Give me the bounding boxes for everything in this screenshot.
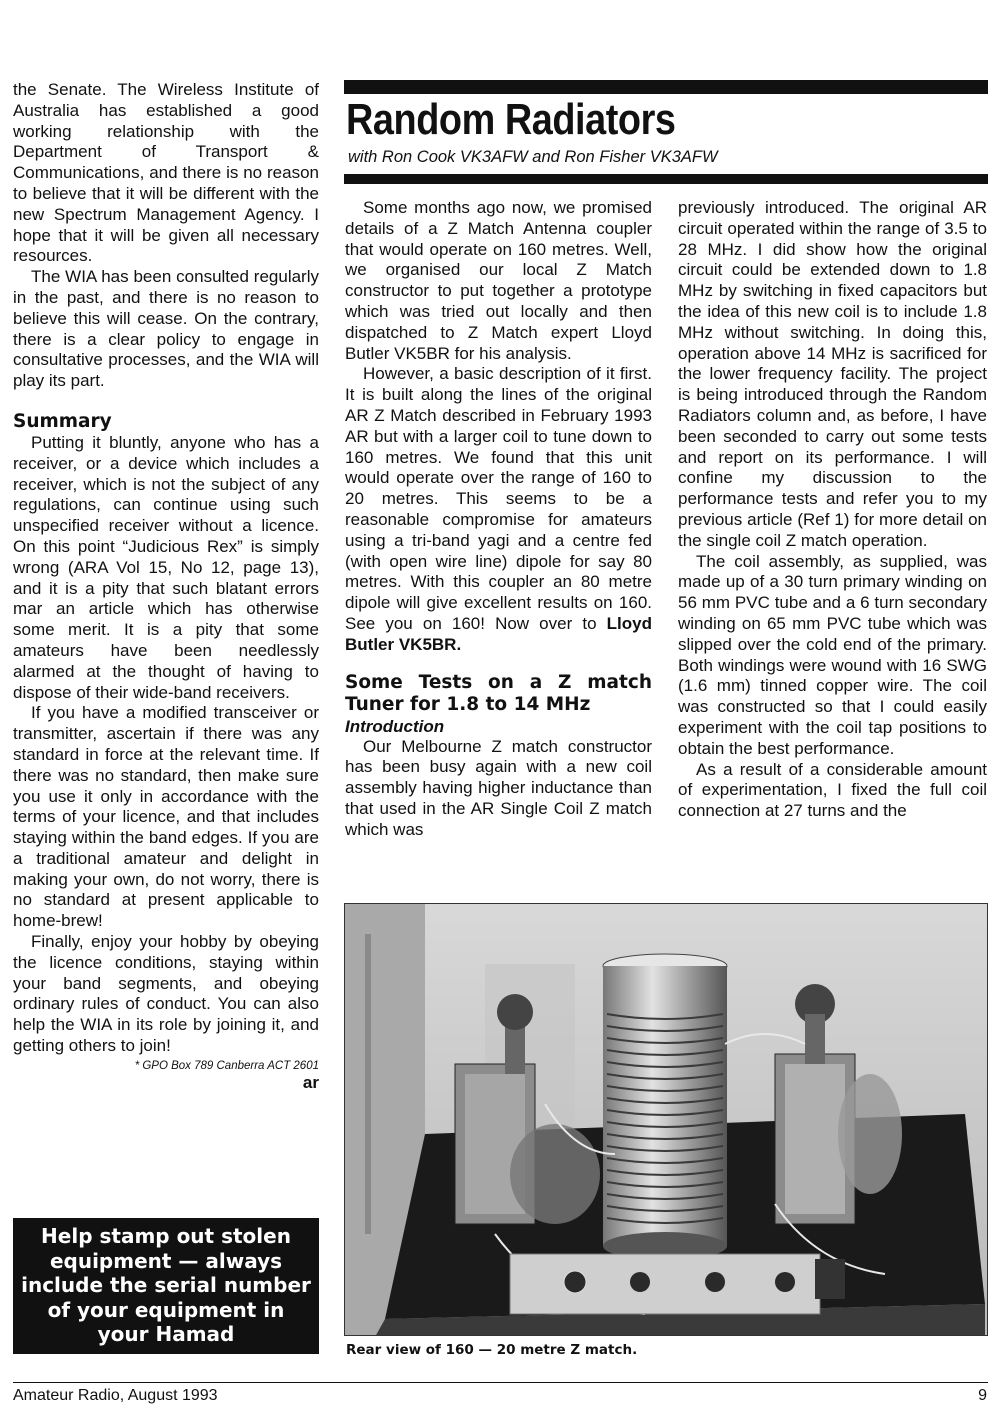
stolen-equipment-notice [13,1218,319,1354]
notice-line-5: your Hamad [97,1322,235,1346]
z-match-illustration [345,904,988,1336]
summary-paragraph-3: Finally, enjoy your hobby by obeying the licence conditions, staying within your band segments, and obeying ordinary rules of conduct. You can also help the WIA in its role by joining it, and getting others to join! [13,932,319,1056]
title-bottom-rule [344,174,988,184]
article-title: Random Radiators [346,95,676,144]
left-column [13,80,319,1093]
z-match-photo [344,903,988,1336]
tests-section-heading: Some Tests on a Z match Tuner for 1.8 to 14 MHz [345,671,652,715]
right-paragraph-1: previously introduced. The original AR circuit operated within the range of 3.5 to 28 MHz. I did show how the original circuit could be extended down to 1.8 MHz by switching in fixed capacitors but the idea of this new coil is to include 1.8 MHz without switching. In doing this, operation above 14 MHz is sacrificed for the lower frequency facility. The project is being introduced through the Random Radiators column and, as before, I have been seconded to carry out some tests and report on its performance. I will confine my discussion to the performance tests and refer you to my previous article (Ref 1) for more detail on the single coil Z match operation. [678,198,987,550]
summary-heading: Summary [13,410,112,432]
author-name-bold: Lloyd Butler VK5BR. [345,613,652,654]
author-address-footnote: * GPO Box 789 Canberra ACT 2601 [134,1059,319,1072]
photo-caption: Rear view of 160 — 20 metre Z match. [346,1342,638,1358]
publication-name: Amateur Radio, August 1993 [13,1387,218,1404]
summary-paragraph-1: Putting it bluntly, anyone who has a receiver, or a device which includes a receiver, which is not the subject of any regulations, can continue using such unspecified receiver without a licence. On this point “Judicious Rex” is simply wrong (ARA Vol 15, No 12, page 13), and it is a pity that such blatant errors mar an article which has otherwise some merit. It is a pity that some amateurs have been needlessly alarmed at the thought of having to dispose of their wide-band receivers. [13,432,319,702]
notice-line-3: include the serial number [21,1273,311,1297]
notice-line-4: of your equipment in [47,1297,285,1322]
notice-line-1: Help stamp out stolen [41,1224,291,1248]
middle-paragraph-2-text: However, a basic description of it first. It is built along the lines of the original AR Z Match described in February 1993 AR but with a larger coil to tune down to 160 metres. We found that this unit would operate over the range of 160 to 20 metres. This seems to be a reasonable compromise for amateurs using a tri-band yagi and a centre fed (with open wire line) dipole for say 80 metres. With this coupler an 80 metre dipole will give excellent results on 160. See you on 160! Now over to [345,364,652,633]
middle-column [345,198,652,841]
introduction-subheading: Introduction [345,716,445,736]
right-paragraph-2: The coil assembly, as supplied, was made up of a 30 turn primary winding on 56 mm PVC tube and a 6 turn secondary winding on 65 mm PVC tube which was slipped over the cold end of the primary. Both windings were wound with 16 SWG (1.6 mm) tinned copper wire. The coil was constructed so that I could easily experiment with the coil tap positions to obtain the best performance. [678,551,987,758]
summary-paragraph-2: If you have a modified transceiver or transmitter, ascertain if there was any standard in force at the relevant time. If there was no standard, then make sure you use it only in accordance with the terms of your licence, and that includes staying within the band edges. If you are a traditional amateur and delight in making your own, do not worry, there is no standard at present applicable to home-brew! [13,703,319,931]
page-number: 9 [978,1387,987,1404]
right-paragraph-3: As a result of a considerable amount of experimentation, I fixed the full coil connection at 27 turns and the [678,759,987,821]
notice-line-2: equipment — always [49,1248,283,1273]
ar-signoff: ar [302,1072,319,1092]
left-paragraph-2: The WIA has been consulted regularly in the past, and there is no reason to believe this will cease. On the contrary, there is a clear policy to engage in consultative processes, and the WIA will play its part. [13,267,319,391]
footer-rule [13,1382,988,1383]
middle-paragraph-2 [345,364,652,655]
right-column [678,198,987,822]
middle-paragraph-1: Some months ago now, we promised details of a Z Match Antenna coupler that would operate on 160 metres. Well, we organised our local Z Match constructor to put together a prototype which was tried out locally and then dispatched to Z Match expert Lloyd Butler VK5BR for his analysis. [345,198,652,363]
title-top-rule [344,80,988,94]
left-paragraph-1: the Senate. The Wireless Institute of Australia has established a good working relationship with the Department of Transport & Communications, and there is no reason to believe that it will be different with the new Spectrum Management Agency. I hope that it will be given all necessary resources. [13,80,319,266]
middle-paragraph-3: Our Melbourne Z match constructor has been busy again with a new coil assembly having higher inductance than that used in the AR Single Coil Z match which was [345,736,652,839]
article-byline: with Ron Cook VK3AFW and Ron Fisher VK3AFW [348,148,718,166]
